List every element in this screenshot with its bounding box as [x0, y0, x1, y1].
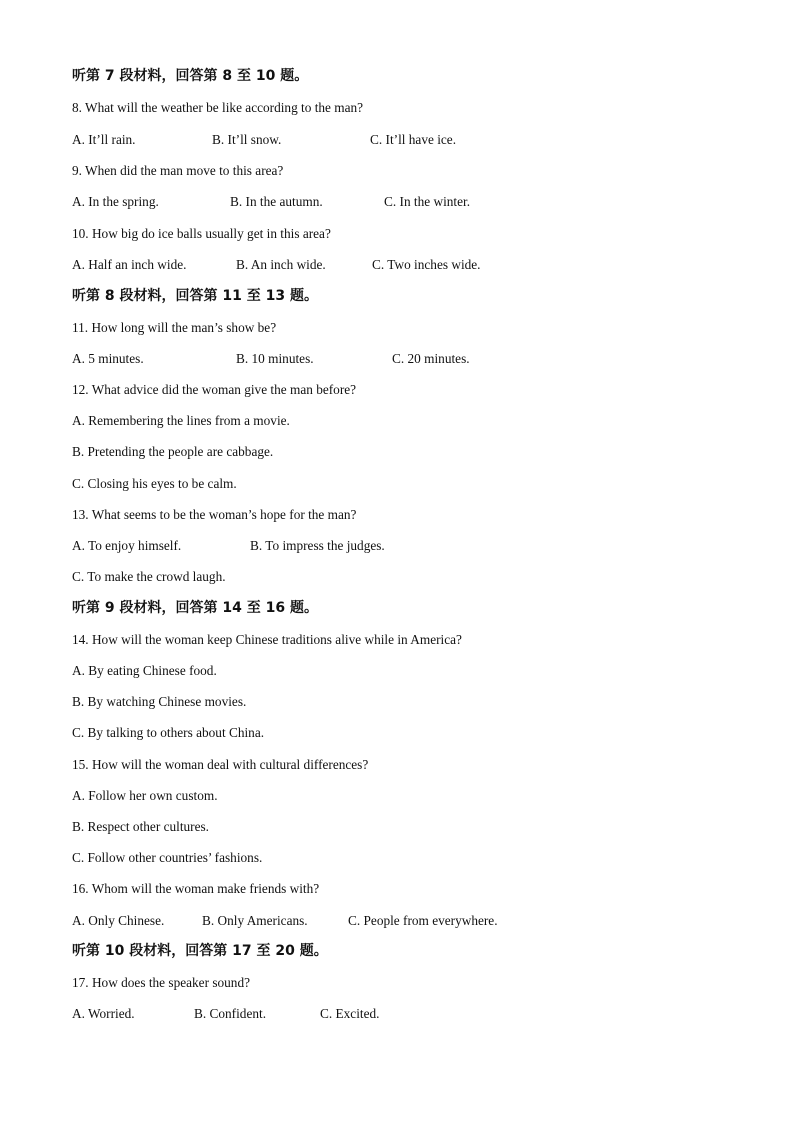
option-c: C. 20 minutes. [392, 351, 470, 366]
option-c: C. Closing his eyes to be calm. [72, 476, 237, 491]
section-heading: 听第 8 段材料，回答第 11 至 13 题。 [72, 288, 318, 304]
option-b: B. Respect other cultures. [72, 819, 209, 834]
option-b: B. It’ll snow. [212, 132, 282, 147]
option-c: C. Two inches wide. [372, 257, 481, 272]
option-b: B. In the autumn. [230, 194, 323, 209]
question-text: 16. Whom will the woman make friends with? [72, 881, 320, 896]
question-text: 13. What seems to be the woman’s hope for the man? [72, 507, 357, 522]
section-heading: 听第 10 段材料，回答第 17 至 20 题。 [72, 943, 328, 959]
question-text: 8. What will the weather be like according to the man? [72, 100, 364, 115]
option-c: C. In the winter. [384, 194, 471, 209]
option-c: C. Follow other countries’ fashions. [72, 850, 263, 865]
option-c: C. Excited. [320, 1006, 380, 1021]
option-a: A. By eating Chinese food. [72, 663, 217, 678]
option-b: B. 10 minutes. [236, 351, 314, 366]
option-a: A. In the spring. [72, 194, 159, 209]
option-b: B. An inch wide. [236, 257, 326, 272]
option-a: A. Follow her own custom. [72, 788, 218, 803]
option-b: B. Pretending the people are cabbage. [72, 444, 274, 459]
option-b: B. By watching Chinese movies. [72, 694, 247, 709]
option-a: A. To enjoy himself. [72, 538, 182, 553]
option-b: B. Only Americans. [202, 913, 308, 928]
option-c: C. It’ll have ice. [370, 132, 457, 147]
option-c: C. To make the crowd laugh. [72, 569, 226, 584]
question-text: 9. When did the man move to this area? [72, 163, 284, 178]
question-text: 17. How does the speaker sound? [72, 975, 250, 990]
question-text: 14. How will the woman keep Chinese traditions alive while in America? [72, 632, 462, 647]
option-a: A. 5 minutes. [72, 351, 144, 366]
option-a: A. It’ll rain. [72, 132, 136, 147]
option-a: A. Worried. [72, 1006, 135, 1021]
option-c: C. By talking to others about China. [72, 725, 265, 740]
option-a: A. Remembering the lines from a movie. [72, 413, 290, 428]
option-b: B. To impress the judges. [250, 538, 385, 553]
question-text: 10. How big do ice balls usually get in this area? [72, 226, 331, 241]
option-b: B. Confident. [194, 1006, 267, 1021]
section-heading: 听第 9 段材料，回答第 14 至 16 题。 [72, 600, 318, 616]
question-text: 15. How will the woman deal with cultural differences? [72, 757, 369, 772]
option-a: A. Only Chinese. [72, 913, 165, 928]
option-c: C. People from everywhere. [348, 913, 498, 928]
section-heading: 听第 7 段材料，回答第 8 至 10 题。 [72, 68, 309, 84]
option-a: A. Half an inch wide. [72, 257, 187, 272]
question-text: 11. How long will the man’s show be? [72, 320, 277, 335]
question-text: 12. What advice did the woman give the man before? [72, 382, 357, 397]
